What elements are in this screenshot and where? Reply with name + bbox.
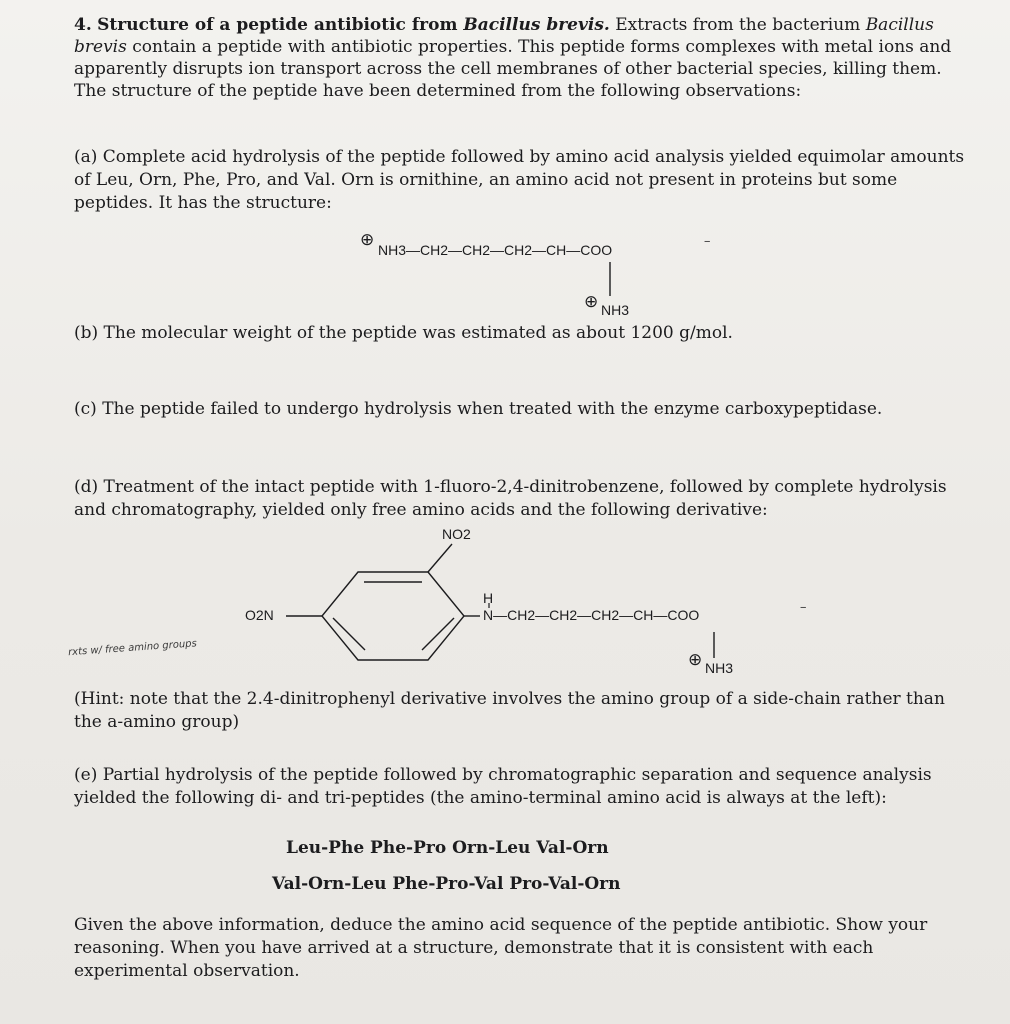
- hint-text: (Hint: note that the 2.4-dinitrophenyl derivative involves the amino group of a side-chain rather than the a-amino group): [74, 689, 945, 732]
- part-e-text: (e) Partial hydrolysis of the peptide followed by chromatographic separation and sequence analysis yielded the following di- and tri-peptides (the amino-terminal amino acid is always at the left):: [74, 765, 932, 808]
- no2-bond: [428, 544, 452, 572]
- problem-title: Structure of a peptide antibiotic from: [97, 15, 464, 35]
- part-a-text: (a) Complete acid hydrolysis of the peptide followed by amino acid analysis yielded equimolar amounts of Leu, Orn, Phe, Pro, and Val. Orn is ornithine, an amino acid not present in proteins but some peptides. It has the structure:: [74, 147, 965, 213]
- part-b-text: (b) The molecular weight of the peptide was estimated as about 1200 g/mol.: [74, 323, 733, 343]
- ornithine-amine-plus: ⊕: [584, 292, 599, 311]
- o2n-label: O2N: [245, 607, 274, 623]
- handwritten-note: rxts w/ free amino groups: [67, 638, 198, 659]
- benzene-ring: [322, 572, 464, 660]
- intro-text-2: contain a peptide with antibiotic properties. This peptide forms complexes with metal ions and apparently disrupts ion transport across the cell membranes of other bacterial species, killing them. The structure of the peptide have been determined from the following observations:: [74, 37, 952, 101]
- benzene-double-bond-left: [333, 618, 365, 650]
- peptides-row-1: Leu-Phe Phe-Pro Orn-Leu Val-Orn: [286, 838, 609, 858]
- ornithine-chain: NH3—CH2—CH2—CH2—CH—COO: [378, 242, 613, 258]
- intro-organism-2: Bacillus brevis: [74, 15, 934, 57]
- derivative-chain: N—CH2—CH2—CH2—CH—COO: [483, 607, 700, 623]
- derivative-amine: NH3: [705, 660, 734, 676]
- part-d-text: (d) Treatment of the intact peptide with 1-fluoro-2,4-dinitrobenzene, followed by complete hydrolysis and chromatography, yielded only free amino acids and the following derivative:: [74, 477, 947, 520]
- ornithine-amine: NH3: [601, 302, 630, 318]
- nh-h-label: H: [483, 590, 494, 606]
- peptides-row-2: Val-Orn-Leu Phe-Pro-Val Pro-Val-Orn: [272, 874, 621, 894]
- no2-label: NO2: [442, 526, 471, 542]
- problem-number: 4.: [74, 15, 92, 35]
- part-e: [74, 764, 974, 810]
- conclusion: [74, 914, 974, 983]
- ornithine-plus-charge: ⊕: [360, 230, 375, 249]
- derivative-minus-charge: −: [800, 602, 807, 614]
- conclusion-text: Given the above information, deduce the amino acid sequence of the peptide antibiotic. Show your reasoning. When you have arrived at a structure, demonstrate that it is consistent with each experimental observation.: [74, 915, 928, 981]
- intro-text-1: Extracts from the bacterium: [609, 15, 866, 35]
- hint: [74, 688, 974, 734]
- problem-organism: Bacillus brevis.: [463, 15, 610, 35]
- derivative-amine-plus: ⊕: [688, 650, 703, 669]
- ornithine-minus-charge: −: [704, 236, 711, 248]
- part-c-text: (c) The peptide failed to undergo hydrolysis when treated with the enzyme carboxypeptidase.: [74, 399, 883, 419]
